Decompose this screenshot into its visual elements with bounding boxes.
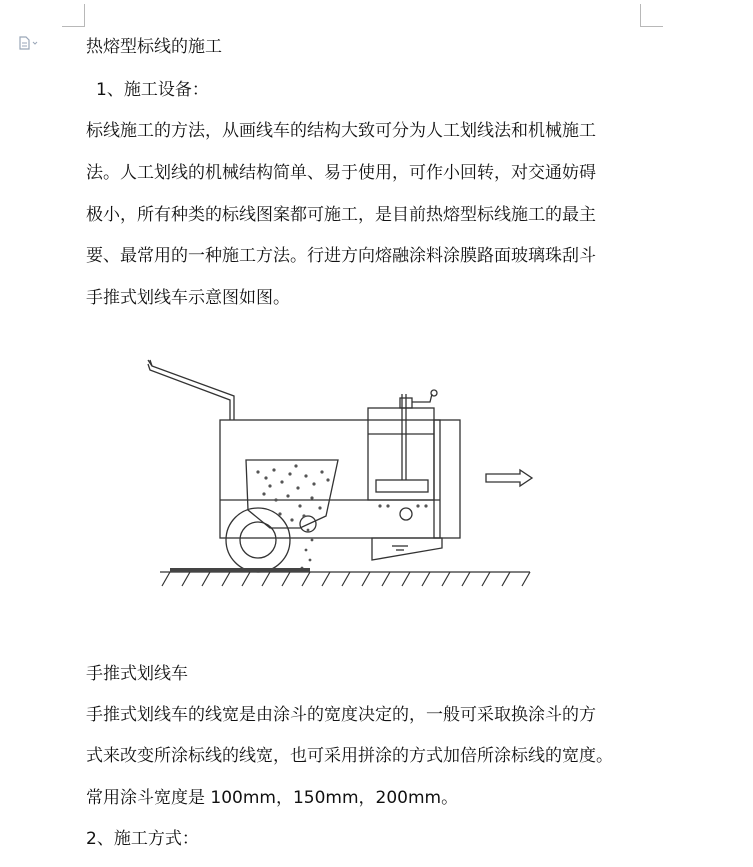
paint-screed bbox=[372, 538, 442, 560]
paragraph-line: 常用涂斗宽度是 100mm，150mm，200mm。 bbox=[86, 788, 459, 808]
paragraph-line: 极小，所有种类的标线图案都可施工，是目前热熔型标线施工的最主 bbox=[86, 205, 596, 225]
paragraph-line: 要、最常用的一种施工方法。行进方向熔融涂料涂膜路面玻璃珠刮斗 bbox=[86, 246, 596, 266]
paragraph-line: 手推式划线车示意图如图。 bbox=[86, 288, 290, 308]
document-icon[interactable] bbox=[18, 36, 38, 50]
marking-cart-diagram bbox=[140, 350, 540, 600]
figure-caption: 手推式划线车 bbox=[86, 664, 188, 684]
section-heading-1: 1、施工设备： bbox=[96, 80, 209, 100]
page-corner-mark-top-left bbox=[62, 4, 85, 27]
document-heading: 热熔型标线的施工 bbox=[86, 37, 222, 57]
bead-hopper bbox=[246, 460, 338, 528]
paragraph-line: 标线施工的方法，从画线车的结构大致可分为人工划线法和机械施工 bbox=[86, 121, 596, 141]
document-icon-svg bbox=[18, 36, 40, 50]
paragraph-line: 法。人工划线的机械结构简单、易于使用，可作小回转，对交通妨碍 bbox=[86, 163, 596, 183]
page-corner-mark-top-right bbox=[640, 4, 663, 27]
paragraph-line: 式来改变所涂标线的线宽，也可采用拼涂的方式加倍所涂标线的宽度。 bbox=[86, 746, 613, 766]
painted-line bbox=[170, 568, 310, 572]
section-heading-2: 2、施工方式： bbox=[86, 829, 199, 849]
chevron-down-icon bbox=[33, 42, 37, 44]
direction-arrow bbox=[486, 470, 532, 486]
melting-tank bbox=[368, 408, 434, 500]
paragraph-line: 手推式划线车的线宽是由涂斗的宽度决定的，一般可采取换涂斗的方 bbox=[86, 705, 596, 725]
